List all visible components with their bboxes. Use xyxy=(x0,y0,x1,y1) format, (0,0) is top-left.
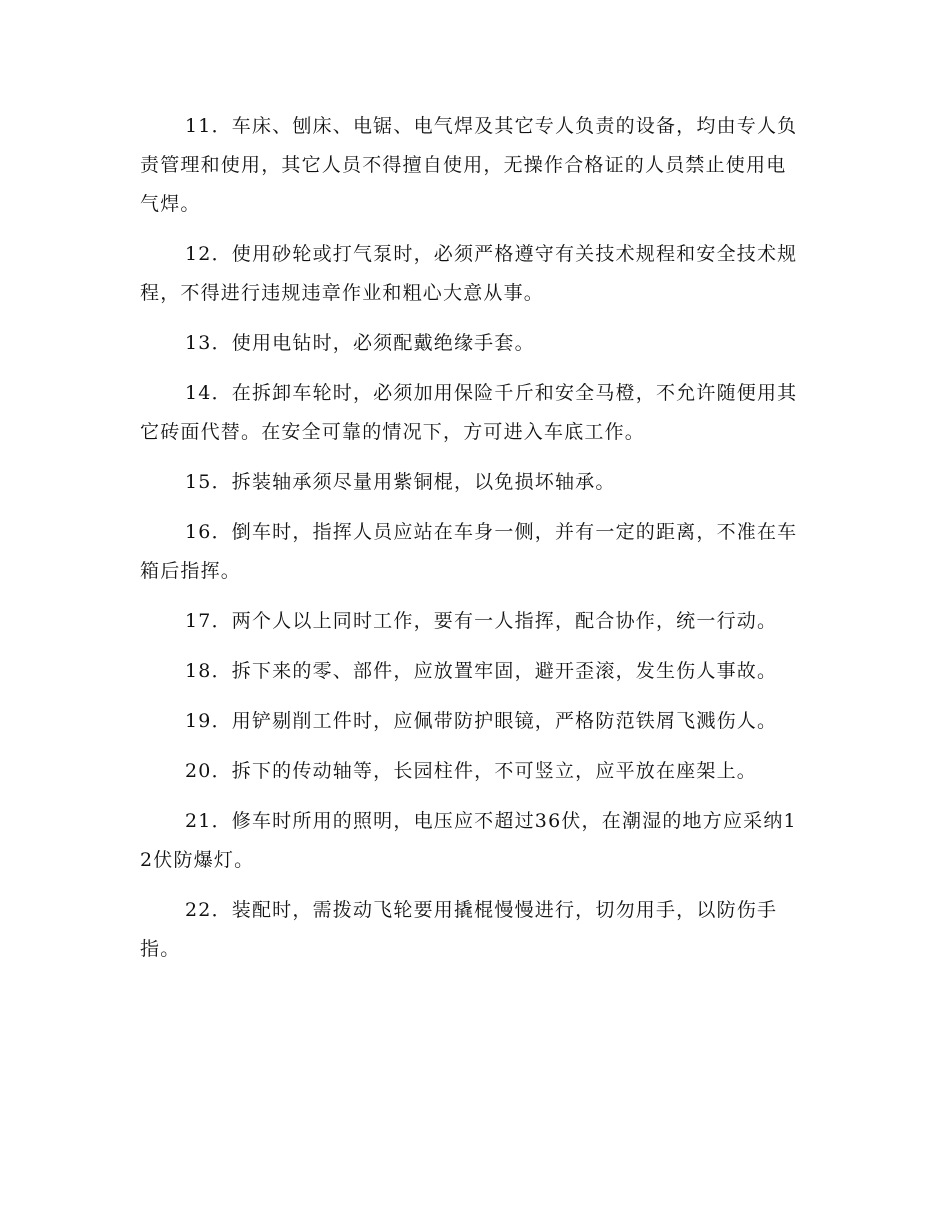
paragraph-20: 20．拆下的传动轴等，长园柱件，不可竖立，应平放在座架上。 xyxy=(185,760,757,782)
paragraph-15: 15．拆装轴承须尽量用紫铜棍，以免损坏轴承。 xyxy=(185,471,616,493)
paragraph-16: 16．倒车时，指挥人员应站在车身一侧，并有一定的距离，不准在车箱后指挥。 xyxy=(140,521,798,582)
paragraph-14: 14．在拆卸车轮时，必须加用保险千斤和安全马橙，不允许随便用其它砖面代替。在安全可靠的情况下，方可进入车底工作。 xyxy=(140,382,798,443)
paragraph-21: 21．修车时所用的照明，电压应不超过36伏，在潮湿的地方应采纳12伏防爆灯。 xyxy=(140,810,797,871)
paragraph-11: 11．车床、刨床、电锯、电气焊及其它专人负责的设备，均由专人负责管理和使用，其它人员不得擅自使用，无操作合格证的人员禁止使用电气焊。 xyxy=(140,115,798,215)
paragraph-19: 19．用铲剔削工件时，应佩带防护眼镜，严格防范铁屑飞溅伤人。 xyxy=(185,710,778,732)
paragraph-13: 13．使用电钻时，必须配戴绝缘手套。 xyxy=(185,332,535,354)
paragraph-17: 17．两个人以上同时工作，要有一人指挥，配合协作，统一行动。 xyxy=(185,610,778,632)
paragraph-18: 18．拆下来的零、部件，应放置牢固，避开歪滚，发生伤人事故。 xyxy=(185,660,778,682)
document-body xyxy=(140,107,805,980)
paragraph-12: 12．使用砂轮或打气泵时，必须严格遵守有关技术规程和安全技术规程，不得进行违规违章作业和粗心大意从事。 xyxy=(140,243,798,304)
paragraph-22: 22．装配时，需拨动飞轮要用撬棍慢慢进行，切勿用手，以防伤手指。 xyxy=(140,899,778,960)
